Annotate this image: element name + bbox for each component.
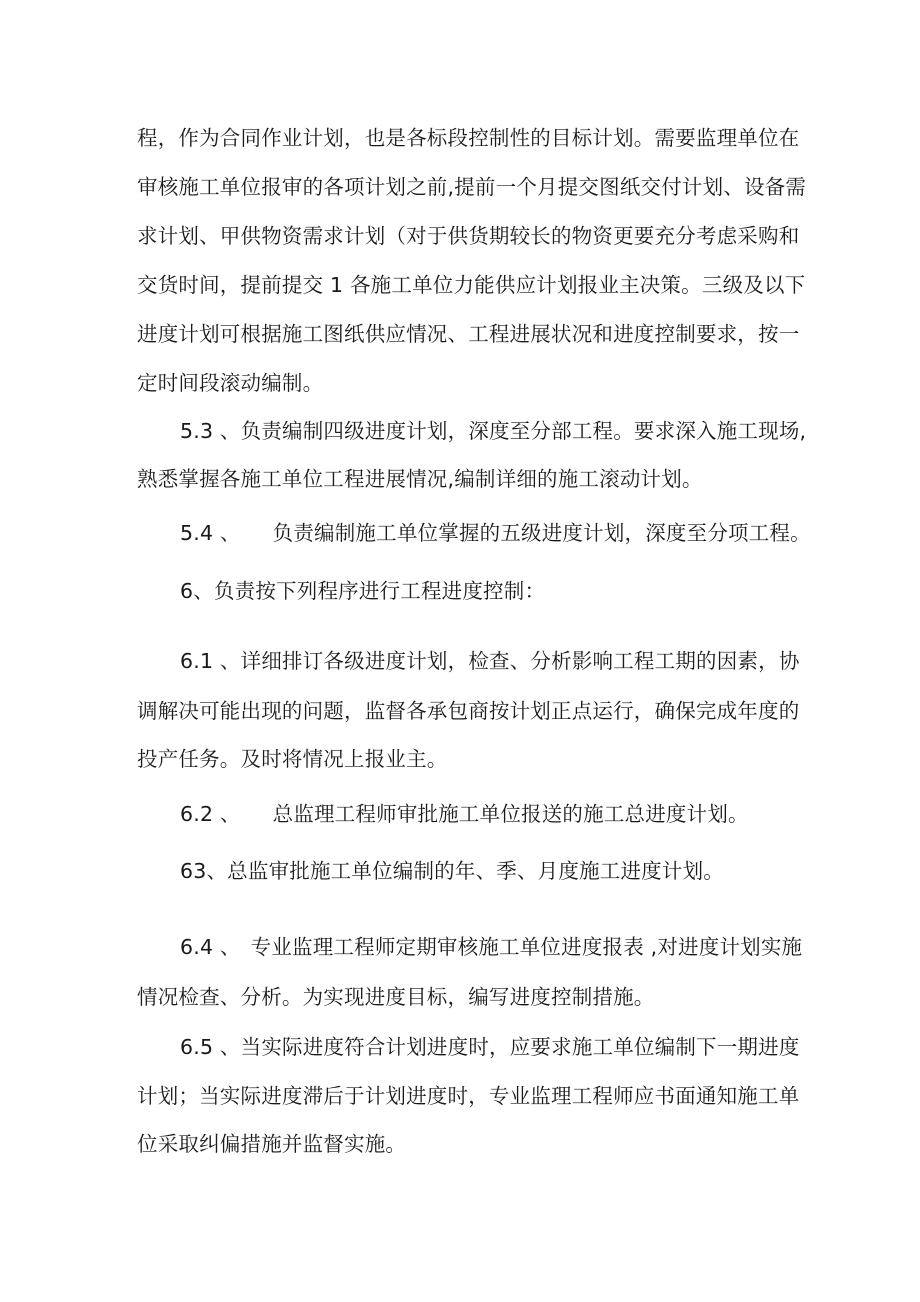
- item-6-5-line-3: 位采取纠偏措施并监督实施。: [137, 1132, 407, 1156]
- item-6-4-line-1: [180, 932, 802, 962]
- item-5-3-line-1: 5.3 、负责编制四级进度计划，深度至分部工程。要求深入施工现场,: [180, 419, 807, 443]
- paragraph-1-line-2: 审核施工单位报审的各项计划之前,提前一个月提交图纸交付计划、设备需: [137, 175, 807, 199]
- item-5-4: [180, 518, 811, 548]
- item-6-5-line-1: 6.5 、当实际进度符合计划进度时，应要求施工单位编制下一期进度: [180, 1035, 800, 1059]
- item-6-1-line-1: 6.1 、详细排订各级进度计划，检查、分析影响工程工期的因素，协: [180, 649, 800, 673]
- item-5-4-text: 负责编制施工单位掌握的五级进度计划，深度至分项工程。: [272, 521, 811, 545]
- item-6-1-line-3: 投产任务。及时将情况上报业主。: [137, 747, 448, 771]
- item-6-4-text: 专业监理工程师定期审核施工单位进度报表 ,对进度计划实施: [250, 935, 803, 959]
- paragraph-1-line-4: 交货时间，提前提交 1 各施工单位力能供应计划报业主决策。三级及以下: [137, 273, 806, 297]
- item-6-2-number: 6.2 、: [180, 802, 241, 826]
- paragraph-1-line-1: 程，作为合同作业计划，也是各标段控制性的目标计划。需要监理单位在: [137, 126, 800, 150]
- item-6-5-line-2: 计划；当实际进度滞后于计划进度时，专业监理工程师应书面通知施工单: [137, 1084, 800, 1108]
- item-6: 6、负责按下列程序进行工程进度控制：: [180, 579, 546, 603]
- paragraph-1-line-3: 求计划、甲供物资需求计划（对于供货期较长的物资更要充分考虑采购和: [137, 224, 800, 248]
- item-5-3-line-2: 熟悉掌握各施工单位工程进展情况,编制详细的施工滚动计划。: [137, 467, 703, 491]
- item-6-2: [180, 799, 749, 829]
- item-6-2-text: 总监理工程师审批施工单位报送的施工总进度计划。: [272, 802, 749, 826]
- item-6-1-line-2: 调解决可能出现的问题，监督各承包商按计划正点运行，确保完成年度的: [137, 699, 800, 723]
- item-6-4-line-2: 情况检查、分析。为实现进度目标，编写进度控制措施。: [137, 985, 655, 1009]
- item-5-4-number: 5.4 、: [180, 521, 241, 545]
- paragraph-1-line-6: 定时间段滚动编制。: [137, 371, 324, 395]
- paragraph-1-line-5: 进度计划可根据施工图纸供应情况、工程进展状况和进度控制要求，按一: [137, 322, 800, 346]
- item-6-4-number: 6.4 、: [180, 935, 241, 959]
- item-6-3: 63、总监审批施工单位编制的年、季、月度施工进度计划。: [180, 859, 724, 883]
